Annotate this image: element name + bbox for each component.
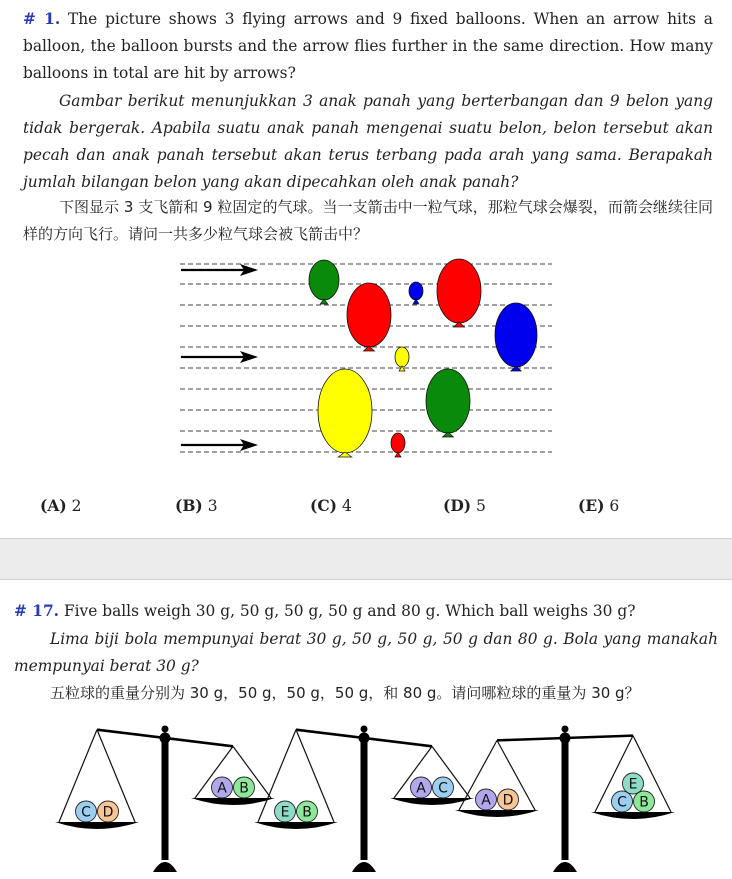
ball-label-b: B — [639, 794, 649, 811]
ball-label-a: A — [217, 780, 227, 797]
q1-option-e[interactable]: (E) 6 — [578, 496, 620, 515]
balloon-body — [409, 282, 423, 300]
scale-2 — [254, 726, 474, 873]
pan-dish — [191, 798, 275, 805]
q1-option-a[interactable]: (A) 2 — [40, 496, 82, 515]
balloon-body — [347, 283, 391, 347]
scale-pole — [562, 738, 569, 860]
arrows-balloons-figure — [0, 250, 732, 465]
left-pan — [455, 740, 539, 817]
balloon-body — [318, 369, 372, 453]
balloon-6 — [395, 347, 409, 371]
balloon-body — [426, 369, 470, 433]
q17-chinese-text: 五粒球的重量分别为 30 g，50 g，50 g，50 g，和 80 g。请问哪粒球的重量为 30 g？ — [50, 684, 640, 702]
arrow-1 — [181, 264, 258, 276]
scale-base — [352, 862, 376, 872]
ball-label-c: C — [438, 780, 448, 797]
balloons-group — [309, 259, 537, 457]
balloon-8 — [426, 369, 470, 437]
balance-scales-figure — [0, 720, 732, 879]
right-pan — [591, 736, 675, 819]
scale-pivot — [560, 733, 571, 744]
ball-label-d: D — [502, 792, 514, 809]
q1-english-text: # 1. The picture shows 3 flying arrows and 9 fixed balloons. When an arrow hits a balloon, the balloon bursts and the arrow flies further in the same direction. How many balloons in total are hit by arrows? — [23, 10, 713, 82]
q17-english-text: # 17. Five balls weigh 30 g, 50 g, 50 g, 50 g and 80 g. Which ball weighs 30 g? — [14, 602, 636, 620]
left-pan — [55, 730, 139, 829]
ball-label-c: C — [617, 794, 627, 811]
q1-option-b[interactable]: (B) 3 — [175, 496, 218, 515]
ball-label-c: C — [81, 804, 91, 821]
pan-dish — [591, 812, 675, 819]
scales-group — [55, 726, 675, 873]
ball-label-e: E — [280, 804, 290, 821]
balloon-9 — [391, 433, 405, 457]
balloon-body — [309, 260, 339, 300]
balloon-body — [437, 259, 481, 323]
scale-pivot — [359, 733, 370, 744]
q1-malay-text: Gambar berikut menunjukkan 3 anak panah yang berterbangan dan 9 belon yang tidak bergerak. Apabila suatu anak panah mengenai suatu belon, belon tersebut akan pecah dan anak panah tersebut akan terus terbang pada arah yang sama. Berapakah jumlah bilangan belon yang akan dipecahkan oleh anak panah? — [23, 92, 713, 191]
arrow-2 — [181, 351, 258, 363]
ball-label-d: D — [102, 804, 114, 821]
scale-pole — [162, 738, 169, 860]
right-pan — [390, 746, 474, 805]
q1-number: # 1. — [23, 10, 61, 28]
q1-option-d[interactable]: (D) 5 — [443, 496, 486, 515]
q17-number: # 17. — [14, 602, 60, 620]
balloon-body — [495, 303, 537, 367]
scale-1 — [55, 726, 275, 873]
ball-label-e: E — [628, 776, 638, 793]
scale-finial — [162, 726, 169, 733]
balloon-3 — [409, 282, 423, 304]
left-pan — [254, 730, 338, 829]
pan-dish — [55, 822, 139, 829]
q1-chinese-text: 下图显示 3 支飞箭和 9 粒固定的气球。当一支箭击中一粒气球，那粒气球会爆裂，而箭会继续往同样的方向飞行。请问一共多少粒气球会被飞箭击中？ — [23, 198, 713, 243]
arrow-3 — [181, 439, 258, 451]
balloon-4 — [437, 259, 481, 327]
scale-pole — [361, 738, 368, 860]
ball-label-b: B — [239, 780, 249, 797]
scale-finial — [361, 726, 368, 733]
arrows-group — [181, 264, 258, 451]
scale-finial — [562, 726, 569, 733]
q1-option-c[interactable]: (C) 4 — [310, 496, 352, 515]
scale-pivot — [160, 733, 171, 744]
page-separator — [0, 538, 732, 580]
balloon-7 — [318, 369, 372, 457]
right-pan — [191, 746, 275, 805]
pan-dish — [390, 798, 474, 805]
ball-label-b: B — [302, 804, 312, 821]
q17-malay-text: Lima biji bola mempunyai berat 30 g, 50 g, 50 g, 50 g dan 80 g. Bola yang manakah mempunyai berat 30 g? — [14, 630, 718, 675]
ball-label-a: A — [481, 792, 491, 809]
pan-dish — [254, 822, 338, 829]
scale-base — [153, 862, 177, 872]
balloon-2 — [347, 283, 391, 351]
balloon-body — [395, 347, 409, 367]
scale-base — [553, 862, 577, 872]
balloon-body — [391, 433, 405, 453]
pan-dish — [455, 810, 539, 817]
balloon-1 — [309, 260, 339, 304]
ball-label-a: A — [416, 780, 426, 797]
balloon-5 — [495, 303, 537, 371]
question-17-card — [0, 580, 732, 879]
scale-3 — [455, 726, 675, 873]
